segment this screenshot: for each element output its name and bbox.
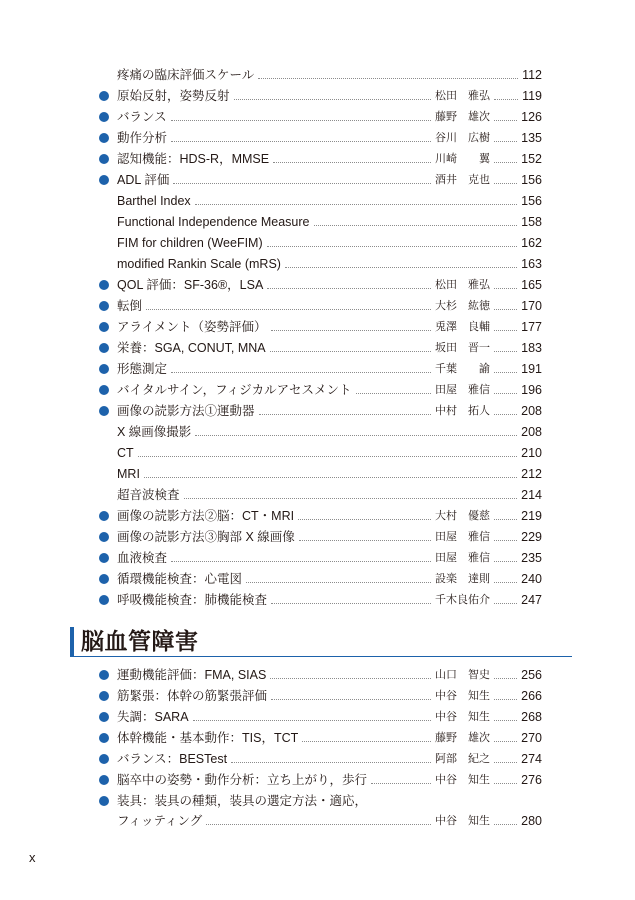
bullet-icon — [99, 775, 109, 785]
entry-page: 208 — [521, 424, 542, 439]
entry-title: 体幹機能・基本動作：TIS，TCT — [117, 730, 299, 745]
entry-meta — [435, 380, 542, 401]
entry-page: 170 — [521, 298, 542, 313]
entry-author: 川崎 翼 — [435, 152, 490, 165]
toc-entry — [96, 686, 542, 707]
toc-entry — [96, 485, 542, 506]
bullet-icon — [99, 595, 109, 605]
dot-leader — [494, 183, 517, 184]
entry-title: 血液検査 — [117, 550, 168, 565]
toc-entry — [96, 233, 542, 254]
bullet-icon — [99, 754, 109, 764]
entry-page: 196 — [521, 382, 542, 397]
entry-meta — [435, 569, 542, 590]
dot-leader — [494, 824, 517, 825]
entry-title: 脳卒中の姿勢・動作分析：立ち上がり，歩行 — [117, 772, 368, 787]
dot-leader — [234, 99, 431, 100]
dot-leader — [494, 783, 517, 784]
bullet-slot — [96, 317, 117, 338]
toc-entry — [96, 506, 542, 527]
entry-title: X 線画像撮影 — [117, 424, 192, 439]
dot-leader — [138, 456, 517, 457]
bullet-slot — [96, 707, 117, 728]
bullet-slot — [96, 149, 117, 170]
dot-leader — [494, 330, 517, 331]
toc-entry — [96, 770, 542, 791]
toc-entry — [96, 464, 542, 485]
toc-entry — [96, 128, 542, 149]
entry-meta — [435, 707, 542, 728]
dot-leader — [494, 288, 517, 289]
entry-meta — [435, 401, 542, 422]
dot-leader — [494, 582, 517, 583]
entry-author: 山口 智史 — [435, 668, 490, 681]
section-heading-bar — [70, 627, 74, 657]
entry-meta — [435, 749, 542, 770]
entry-title: 原始反射，姿勢反射 — [117, 88, 230, 103]
dot-leader — [494, 393, 517, 394]
bullet-slot — [96, 791, 117, 812]
entry-page: 165 — [521, 277, 542, 292]
entry-author: 田屋 雅信 — [435, 383, 490, 396]
section-toc-list — [96, 665, 542, 831]
bullet-slot — [96, 275, 117, 296]
bullet-slot — [96, 191, 117, 212]
entry-title: 形態測定 — [117, 361, 168, 376]
entry-page: 162 — [521, 235, 542, 250]
entry-meta — [435, 590, 542, 611]
entry-page: 270 — [521, 730, 542, 745]
dot-leader — [494, 678, 517, 679]
bullet-slot — [96, 464, 117, 485]
dot-leader — [171, 141, 431, 142]
entry-author: 中谷 知生 — [435, 710, 490, 723]
entry-meta — [435, 338, 542, 359]
bullet-slot — [96, 128, 117, 149]
toc-entry — [96, 707, 542, 728]
toc-entry — [96, 569, 542, 590]
entry-author: 田屋 雅信 — [435, 551, 490, 564]
entry-page: 212 — [521, 466, 542, 481]
toc-entry — [96, 317, 542, 338]
entry-page: 191 — [521, 361, 542, 376]
entry-page: 276 — [521, 772, 542, 787]
bullet-slot — [96, 254, 117, 275]
bullet-icon — [99, 280, 109, 290]
entry-author: 藤野 雄次 — [435, 731, 490, 744]
bullet-icon — [99, 364, 109, 374]
dot-leader — [195, 204, 517, 205]
bullet-slot — [96, 548, 117, 569]
entry-meta — [435, 170, 542, 191]
bullet-icon — [99, 691, 109, 701]
bullet-icon — [99, 91, 109, 101]
dot-leader — [494, 519, 517, 520]
bullet-icon — [99, 406, 109, 416]
bullet-slot — [96, 65, 117, 86]
entry-page: 119 — [522, 88, 542, 103]
bullet-slot — [96, 812, 117, 833]
entry-author: 田屋 雅信 — [435, 530, 490, 543]
bullet-icon — [99, 733, 109, 743]
entry-title: modified Rankin Scale (mRS) — [117, 256, 281, 271]
entry-meta — [435, 296, 542, 317]
entry-author: 藤野 雄次 — [435, 110, 490, 123]
dot-leader — [494, 120, 517, 121]
entry-meta — [435, 506, 542, 527]
toc-list — [96, 65, 542, 611]
toc-entry — [96, 401, 542, 422]
dot-leader — [356, 393, 431, 394]
bullet-icon — [99, 385, 109, 395]
dot-leader — [271, 699, 431, 700]
dot-leader — [267, 288, 431, 289]
section-heading-rule — [70, 656, 572, 657]
dot-leader — [146, 309, 431, 310]
dot-leader — [231, 762, 431, 763]
bullet-icon — [99, 301, 109, 311]
dot-leader — [270, 351, 431, 352]
toc-entry — [96, 443, 542, 464]
dot-leader — [494, 414, 517, 415]
bullet-slot — [96, 590, 117, 611]
entry-page: 210 — [521, 445, 542, 460]
bullet-icon — [99, 712, 109, 722]
entry-first-line — [96, 791, 542, 812]
entry-author: 谷川 広樹 — [435, 131, 490, 144]
toc-entry — [96, 590, 542, 611]
bullet-slot — [96, 665, 117, 686]
entry-meta — [435, 359, 542, 380]
bullet-slot — [96, 401, 117, 422]
entry-author: 大杉 紘徳 — [435, 299, 490, 312]
entry-title: アライメント（姿勢評価） — [117, 319, 267, 334]
entry-title: 疼痛の臨床評価スケール — [117, 67, 255, 82]
bullet-slot — [96, 527, 117, 548]
entry-meta — [435, 275, 542, 296]
entry-title: 動作分析 — [117, 130, 168, 145]
bullet-slot — [96, 296, 117, 317]
toc-entry — [96, 422, 542, 443]
dot-leader — [144, 477, 517, 478]
bullet-icon — [99, 511, 109, 521]
toc-entry — [96, 191, 542, 212]
entry-meta — [435, 812, 542, 831]
toc-entry — [96, 665, 542, 686]
entry-title: 画像の読影方法①運動器 — [117, 403, 255, 418]
entry-meta — [435, 86, 542, 107]
dot-leader — [494, 561, 517, 562]
entry-page: 229 — [521, 529, 542, 544]
entry-page: 135 — [521, 130, 542, 145]
entry-title: Barthel Index — [117, 193, 191, 208]
entry-page: 152 — [521, 151, 542, 166]
dot-leader — [246, 582, 431, 583]
page-number: x — [29, 850, 36, 865]
entry-author: 中村 拓人 — [435, 404, 490, 417]
dot-leader — [184, 498, 518, 499]
entry-page: 126 — [521, 109, 542, 124]
toc-entry — [96, 65, 542, 86]
dot-leader — [494, 372, 517, 373]
toc-entry — [96, 296, 542, 317]
bullet-slot — [96, 443, 117, 464]
bullet-slot — [96, 107, 117, 128]
bullet-icon — [99, 343, 109, 353]
entry-meta — [435, 665, 542, 686]
dot-leader — [270, 678, 431, 679]
entry-author: 大村 優慈 — [435, 509, 490, 522]
entry-title: 筋緊張：体幹の筋緊張評価 — [117, 688, 268, 703]
entry-meta — [435, 128, 542, 149]
dot-leader — [494, 699, 517, 700]
entry-title: 運動機能評価：FMA, SIAS — [117, 667, 267, 682]
entry-title: FIM for children (WeeFIM) — [117, 235, 263, 250]
entry-title: 画像の読影方法③胸部 X 線画像 — [117, 529, 295, 544]
entry-page: 112 — [522, 67, 542, 82]
dot-leader — [258, 78, 518, 79]
entry-page: 274 — [521, 751, 542, 766]
bullet-slot — [96, 359, 117, 380]
toc-entry — [96, 149, 542, 170]
entry-author: 兎澤 良輔 — [435, 320, 490, 333]
dot-leader — [314, 225, 518, 226]
entry-meta — [435, 317, 542, 338]
bullet-icon — [99, 670, 109, 680]
entry-meta — [435, 548, 542, 569]
bullet-slot — [96, 86, 117, 107]
entry-page: 235 — [521, 550, 542, 565]
bullet-slot — [96, 728, 117, 749]
entry-meta — [435, 527, 542, 548]
dot-leader — [271, 330, 431, 331]
dot-leader — [494, 162, 517, 163]
bullet-slot — [96, 212, 117, 233]
entry-title-line: フィッティング — [117, 813, 203, 828]
bullet-slot — [96, 770, 117, 791]
entry-page: 158 — [521, 214, 542, 229]
section-heading: 脳血管障害 — [81, 628, 199, 654]
entry-page: 240 — [521, 571, 542, 586]
dot-leader — [494, 540, 517, 541]
entry-title: QOL 評価：SF-36®，LSA — [117, 277, 264, 292]
dot-leader — [171, 372, 431, 373]
bullet-slot — [96, 506, 117, 527]
entry-title: 失調：SARA — [117, 709, 189, 724]
entry-title: 循環機能検査：心電図 — [117, 571, 243, 586]
dot-leader — [193, 720, 431, 721]
toc-entry — [96, 254, 542, 275]
dot-leader — [371, 783, 431, 784]
bullet-icon — [99, 322, 109, 332]
dot-leader — [195, 435, 517, 436]
dot-leader — [299, 540, 431, 541]
entry-meta — [435, 107, 542, 128]
dot-leader — [302, 741, 431, 742]
entry-page: 256 — [521, 667, 542, 682]
dot-leader — [206, 824, 431, 825]
entry-author: 設楽 達則 — [435, 572, 490, 585]
bullet-icon — [99, 175, 109, 185]
bullet-icon — [99, 796, 109, 806]
toc-entry — [96, 212, 542, 233]
entry-page: 208 — [521, 403, 542, 418]
bullet-slot — [96, 233, 117, 254]
dot-leader — [171, 561, 431, 562]
entry-meta — [435, 770, 542, 791]
entry-page: 214 — [521, 487, 542, 502]
entry-meta — [435, 149, 542, 170]
bullet-icon — [99, 532, 109, 542]
bullet-slot — [96, 380, 117, 401]
entry-page: 156 — [521, 172, 542, 187]
bullet-slot — [96, 170, 117, 191]
dot-leader — [494, 99, 518, 100]
dot-leader — [494, 762, 517, 763]
bullet-icon — [99, 154, 109, 164]
bullet-icon — [99, 574, 109, 584]
bullet-slot — [96, 686, 117, 707]
entry-title: 栄養：SGA, CONUT, MNA — [117, 340, 266, 355]
entry-author: 松田 雅弘 — [435, 278, 490, 291]
toc-entry-multiline — [96, 791, 542, 831]
entry-title: バランス：BESTest — [117, 751, 228, 766]
toc-entry — [96, 86, 542, 107]
dot-leader — [171, 120, 431, 121]
entry-page: 266 — [521, 688, 542, 703]
dot-leader — [273, 162, 431, 163]
bullet-slot — [96, 338, 117, 359]
toc-entry — [96, 527, 542, 548]
entry-title: Functional Independence Measure — [117, 214, 310, 229]
toc-entry — [96, 359, 542, 380]
entry-title: 転倒 — [117, 298, 143, 313]
dot-leader — [271, 603, 431, 604]
entry-author: 坂田 晋一 — [435, 341, 490, 354]
toc-entry — [96, 548, 542, 569]
entry-page: 268 — [521, 709, 542, 724]
toc-entry — [96, 728, 542, 749]
bullet-icon — [99, 112, 109, 122]
entry-title: 画像の読影方法②脳：CT・MRI — [117, 508, 295, 523]
entry-title: バランス — [117, 109, 167, 124]
dot-leader — [173, 183, 431, 184]
entry-title: CT — [117, 445, 134, 460]
entry-author: 中谷 知生 — [435, 773, 490, 786]
entry-title: 認知機能：HDS-R，MMSE — [117, 151, 270, 166]
dot-leader — [285, 267, 517, 268]
entry-author: 中谷 知生 — [435, 814, 490, 827]
toc-entry — [96, 380, 542, 401]
toc-entry — [96, 338, 542, 359]
dot-leader — [494, 309, 517, 310]
dot-leader — [494, 603, 517, 604]
entry-page: 163 — [521, 256, 542, 271]
entry-author: 松田 雅弘 — [435, 89, 490, 102]
dot-leader — [494, 741, 517, 742]
toc-entry — [96, 749, 542, 770]
toc-entry — [96, 107, 542, 128]
entry-title: MRI — [117, 466, 140, 481]
entry-title-line: 装具：装具の種類，装具の選定方法・適応， — [117, 793, 368, 808]
dot-leader — [494, 351, 517, 352]
dot-leader — [494, 141, 517, 142]
bullet-slot — [96, 569, 117, 590]
entry-page: 219 — [521, 508, 542, 523]
toc-entry — [96, 170, 542, 191]
toc-entry — [96, 275, 542, 296]
entry-author: 阿部 紀之 — [435, 752, 490, 765]
entry-author: 酒井 克也 — [435, 173, 490, 186]
entry-second-line — [96, 812, 542, 831]
entry-page: 156 — [521, 193, 542, 208]
entry-page: 280 — [521, 813, 542, 828]
entry-meta — [435, 728, 542, 749]
entry-page: 183 — [521, 340, 542, 355]
dot-leader — [259, 414, 431, 415]
entry-title: ADL 評価 — [117, 172, 170, 187]
entry-author: 中谷 知生 — [435, 689, 490, 702]
entry-meta — [435, 686, 542, 707]
dot-leader — [267, 246, 518, 247]
entry-author: 千葉 諭 — [435, 362, 490, 375]
bullet-icon — [99, 553, 109, 563]
bullet-slot — [96, 485, 117, 506]
dot-leader — [298, 519, 431, 520]
bullet-slot — [96, 422, 117, 443]
entry-title: 呼吸機能検査：肺機能検査 — [117, 592, 268, 607]
entry-title: 超音波検査 — [117, 487, 180, 502]
entry-title: バイタルサイン，フィジカルアセスメント — [117, 382, 352, 397]
bullet-slot — [96, 749, 117, 770]
entry-page: 177 — [521, 319, 542, 334]
entry-page: 247 — [521, 592, 542, 607]
dot-leader — [494, 720, 517, 721]
bullet-icon — [99, 133, 109, 143]
entry-author: 千木良佑介 — [435, 593, 490, 606]
